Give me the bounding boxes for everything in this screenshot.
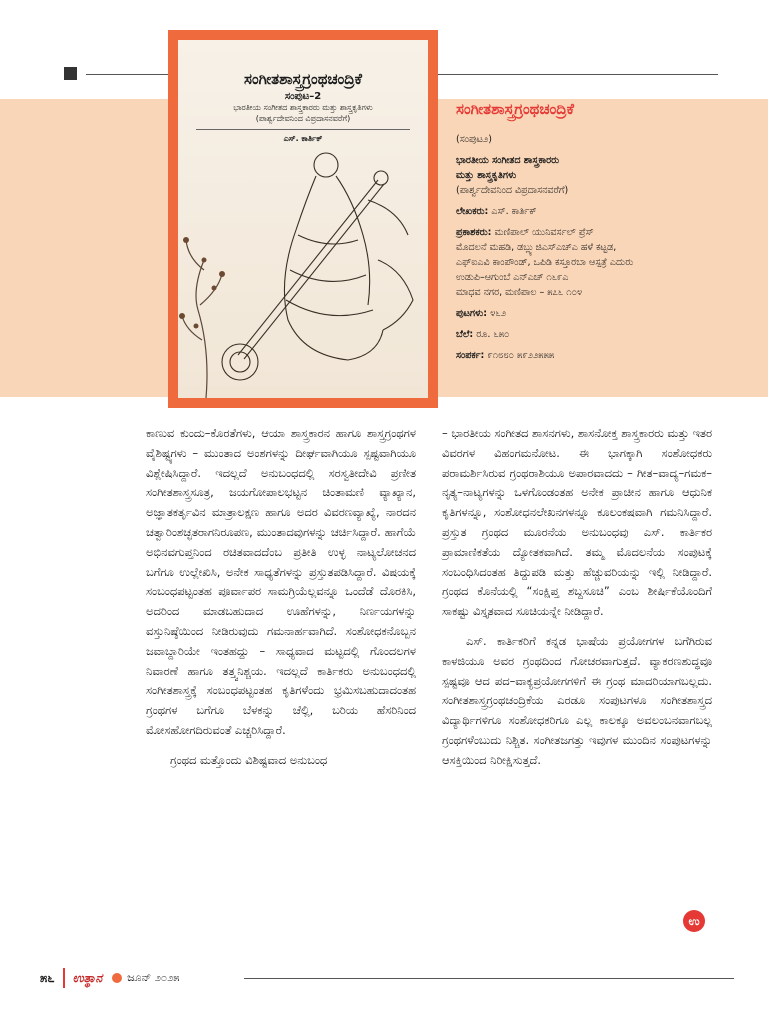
info-title: ಸಂಗೀತಶಾಸ್ತ್ರಗ್ರಂಥಚಂದ್ರಿಕೆ	[456, 100, 574, 118]
info-contact-row	[456, 348, 756, 363]
article-column-left	[146, 424, 416, 781]
footer-divider	[63, 968, 65, 988]
cover-separator	[196, 129, 410, 130]
book-cover	[178, 40, 428, 398]
veena-player-illustration	[178, 140, 428, 398]
info-author: ಎಸ್. ಕಾರ್ತಿಕ್	[491, 206, 537, 217]
book-info-panel	[456, 100, 756, 363]
info-publisher-line4: ಉಡುಪಿ–ಆಗುಂಬೆ ಎನ್‌ಎಚ್ ೧೬೯ಎ	[456, 272, 569, 283]
info-price-label: ಬೆಲೆ:	[456, 329, 474, 340]
article-column-right	[442, 424, 712, 781]
info-publisher-row	[456, 225, 756, 240]
magazine-name: ಉತ್ಥಾನ	[72, 970, 103, 985]
section-square-marker	[64, 67, 77, 80]
info-publisher-line1: ಮಣಿಪಾಲ್ ಯುನಿವರ್ಸಲ್ ಪ್ರೆಸ್	[494, 227, 594, 238]
cover-volume: ಸಂಪುಟ–2	[284, 91, 322, 102]
info-publisher-line2: ಮೊದಲನೆ ಮಹಡಿ, ಡಬ್ಲ್ಯುಜಿಎಸ್‌ಎಚ್‌ಎ ಹಳೆ ಕಟ್ಟಡ,	[456, 242, 617, 253]
info-subtitle-line1: ಭಾರತೀಯ ಸಂಗೀತದ ಶಾಸ್ತ್ರಕಾರರು	[456, 155, 560, 166]
left-paragraph-1: ಕಾಣುವ ಕುಂದು–ಕೊರತೆಗಳು, ಆಯಾ ಶಾಸ್ತ್ರಕಾರನ ಹಾಗೂ ಶಾಸ್ತ್ರಗ್ರಂಥಗಳ ವೈಶಿಷ್ಟ್ಯಗಳು – ಮುಂತಾದ ಅಂಶಗಳನ್ನು ದೀರ್ಘವಾಗಿಯೂ ಸ್ಪಷ್ಟವಾಗಿಯೂ ವಿಶ್ಲೇಷಿಸಿದ್ದಾರೆ. ಇದಲ್ಲದೆ ಅನುಬಂಧದಲ್ಲಿ ಸರಸ್ವತೀದೇವಿ ಪ್ರಣೀತ ಸಂಗೀತಶಾಸ್ತ್ರಸೂತ್ರ, ಜಯಗೋಪಾಲಭಟ್ಟನ ಚಿಂತಾಮಣಿ ವ್ಯಾಖ್ಯಾನ, ಅಜ್ಞಾತಕರ್ತೃವಿನ ಮಾತ್ರಾಲಕ್ಷಣ ಹಾಗೂ ಅದರ ವಿವರಣವ್ಯಾಖ್ಯೆ, ನಾರದನ ಚತ್ವಾರಿಂಶಚ್ಛತರಾಗನಿರೂಪಣ, ಮುಂತಾದವುಗಳನ್ನು ಚರ್ಚಿಸಿದ್ದಾರೆ. ಹಾಗೆಯೆ ಅಭಿನವಗುಪ್ತನಿಂದ ರಚಿತವಾದದೆಂಬ ಪ್ರತೀತಿ ಉಳ್ಳ ನಾಟ್ಯಲೋಚನದ ಬಗೆಗೂ ಉಲ್ಲೇಖಿಸಿ, ಅನೇಕ ಸಾಧ್ಯತೆಗಳನ್ನು ಪ್ರಸ್ತುತಪಡಿಸಿದ್ದಾರೆ. ವಿಷಯಕ್ಕೆ ಸಂಬಂಧಪಟ್ಟಂತಹ ಪೂರ್ವಾಪರ ಸಾಮಗ್ರಿಯೆಲ್ಲವನ್ನೂ ಒಂದೆಡೆ ದೊರಕಿಸಿ, ಅದರಿಂದ ಮಾಡಬಹುದಾದ ಊಹೆಗಳನ್ನು, ನಿರ್ಣಯಗಳನ್ನು ವಸ್ತುನಿಷ್ಠೆಯಿಂದ ನೀಡಿರುವುದು ಗಮನಾರ್ಹವಾಗಿದೆ. ಸಂಶೋಧಕನೊಬ್ಬನ ಜವಾಬ್ದಾರಿಯೇ ಇಂತಹದ್ದು – ಸಾಧ್ಯವಾದ ಮಟ್ಟದಲ್ಲಿ ಗೊಂದಲಗಳ ನಿವಾರಣೆ ಹಾಗೂ ತತ್ತ್ವನಿಶ್ಚಯ. ಇದಲ್ಲದೆ ಕಾರ್ತಿಕರು ಅನುಬಂಧದಲ್ಲಿ ಸಂಗೀತಶಾಸ್ತ್ರಕ್ಕೆ ಸಂಬಂಧಪಟ್ಟಂತಹ ಕೃತಿಗಳೆಂದು ಭ್ರಮಿಸಬಹುದಾದಂತಹ ಗ್ರಂಥಗಳ ಬಗೆಗೂ ಬೆಳಕನ್ನು ಚೆಲ್ಲಿ, ಬರಿಯ ಹೆಸರಿನಿಂದ ಮೋಸಹೋಗದಿರುವಂತೆ ಎಚ್ಚರಿಸಿದ್ದಾರೆ.	[146, 426, 416, 737]
info-publisher-label: ಪ್ರಕಾಶಕರು:	[456, 227, 492, 238]
info-author-row	[456, 204, 756, 219]
left-paragraph-2: ಗ್ರಂಥದ ಮತ್ತೊಂದು ವಿಶಿಷ್ಟವಾದ ಅನುಬಂಧ	[170, 752, 328, 767]
cover-author: ಎಸ್. ಕಾರ್ತಿಕ್	[283, 134, 323, 143]
info-pages-label: ಪುಟಗಳು:	[456, 308, 488, 319]
cover-subtitle-line1: ಭಾರತೀಯ ಸಂಗೀತದ ಶಾಸ್ತ್ರಕಾರರು ಮತ್ತು ಶಾಸ್ತ್ರಕೃತಿಗಳು	[233, 103, 373, 112]
issue-date: ಜೂನ್ ೨೦೨೫	[127, 971, 180, 984]
info-volume: (ಸಂಪುಟ೨)	[456, 134, 492, 145]
info-pages: ೪೬೨	[490, 308, 507, 319]
footer-rule	[244, 978, 734, 979]
cover-title: ಸಂಗೀತಶಾಸ್ತ್ರಗ್ರಂಥಚಂದ್ರಿಕೆ	[244, 70, 362, 88]
footer-dot-icon	[112, 973, 122, 983]
info-author-label: ಲೇಖಕರು:	[456, 206, 489, 217]
right-paragraph-2: ಎಸ್. ಕಾರ್ತಿಕರಿಗೆ ಕನ್ನಡ ಭಾಷೆಯ ಪ್ರಯೋಗಗಳ ಬಗೆಗಿರುವ ಕಾಳಜಿಯೂ ಅವರ ಗ್ರಂಥದಿಂದ ಗೋಚರವಾಗುತ್ತದೆ. ವ್ಯಾಕರಣಶುದ್ಧವೂ ಸ್ಪಷ್ಟವೂ ಆದ ಪದ–ವಾಕ್ಯಪ್ರಯೋಗಗಳಿಗೆ ಈ ಗ್ರಂಥ ಮಾದರಿಯಾಗಬಲ್ಲದು. ಸಂಗೀತಶಾಸ್ತ್ರಗ್ರಂಥಚಂದ್ರಿಕೆಯ ಎರಡೂ ಸಂಪುಟಗಳೂ ಸಂಗೀತಶಾಸ್ತ್ರದ ವಿದ್ಯಾರ್ಥಿಗಳಿಗೂ ಸಂಶೋಧಕರಿಗೂ ಎಲ್ಲ ಕಾಲಕ್ಕೂ ಅವಲಂಬನವಾಗಬಲ್ಲ ಗ್ರಂಥಗಳೆಂಬುದು ನಿಶ್ಚಿತ. ಸಂಗೀತಜಗತ್ತು ಇವುಗಳ ಮುಂದಿನ ಸಂಪುಟಗಳನ್ನು ಆಸಕ್ತಿಯಿಂದ ನಿರೀಕ್ಷಿಸುತ್ತದೆ.	[442, 633, 712, 767]
info-subtitle-line2: ಮತ್ತು ಶಾಸ್ತ್ರಕೃತಿಗಳು	[456, 170, 517, 181]
cover-subtitle-line2: (ಪಾರ್ಶ್ವದೇವನಿಂದ ವಿಪ್ರದಾಸನವರೆಗೆ)	[255, 114, 351, 123]
info-contact: ೯೧೮೮೦ ೫೯೨೨೫೫೫	[487, 350, 555, 361]
info-publisher-line5: ಮಾಧವ ನಗರ, ಮಣಿಪಾಲ – ೫೭೬ ೧೦೪	[456, 287, 583, 298]
info-price-row	[456, 327, 756, 342]
info-subtitle-line3: (ಪಾರ್ಶ್ವದೇವನಿಂದ ವಿಪ್ರದಾಸನವರೆಗೆ)	[456, 185, 569, 196]
book-cover-frame	[168, 30, 438, 408]
info-price: ರೂ. ೬೫೦	[476, 329, 510, 340]
info-contact-label: ಸಂಪರ್ಕ:	[456, 350, 485, 361]
page-footer	[40, 967, 179, 989]
article-end-mark-icon: ಉ	[683, 910, 705, 932]
page-number: ೫೬	[40, 970, 55, 986]
right-paragraph-1: – ಭಾರತೀಯ ಸಂಗೀತದ ಶಾಸನಗಳು, ಶಾಸನೋಕ್ತ ಶಾಸ್ತ್ರಕಾರರು ಮತ್ತು ಇತರ ವಿವರಗಳ ವಿಹಂಗಮನೋಟ. ಈ ಭಾಗಕ್ಕಾಗಿ ಸಂಶೋಧಕರು ಪರಾಮರ್ಶಿಸಿರುವ ಗ್ರಂಥರಾಶಿಯೂ ಅಪಾರವಾದದು – ಗೀತ–ವಾದ್ಯ–ಗಮಕ–ನೃತ್ಯ–ನಾಟ್ಯಗಳನ್ನು ಒಳಗೊಂಡಂತಹ ಅನೇಕ ಪ್ರಾಚೀನ ಹಾಗೂ ಆಧುನಿಕ ಕೃತಿಗಳನ್ನೂ, ಸಂಶೋಧನಲೇಖನಗಳನ್ನೂ ಕೂಲಂಕಷವಾಗಿ ಗಮನಿಸಿದ್ದಾರೆ. ಪ್ರಸ್ತುತ ಗ್ರಂಥದ ಮೂರನೆಯ ಅನುಬಂಧವು ಎಸ್. ಕಾರ್ತಿಕರ ಪ್ರಾಮಾಣಿಕತೆಯ ದ್ಯೋತಕವಾಗಿದೆ. ತಮ್ಮ ಮೊದಲನೆಯ ಸಂಪುಟಕ್ಕೆ ಸಂಬಂಧಿಸಿದಂತಹ ತಿದ್ದುಪಡಿ ಮತ್ತು ಹೆಚ್ಚುವರಿಯನ್ನು ಇಲ್ಲಿ ನೀಡಿದ್ದಾರೆ. ಗ್ರಂಥದ ಕೊನೆಯಲ್ಲಿ “ಸಂಕ್ಷಿಪ್ತ ಶಬ್ದಸೂಚಿ” ಎಂಬ ಶೀರ್ಷಿಕೆಯೊಂದಿಗೆ ಸಾಕಷ್ಟು ವಿಸ್ತೃತವಾದ ಸೂಚಿಯನ್ನೇ ನೀಡಿದ್ದಾರೆ.	[442, 426, 712, 619]
info-pages-row	[456, 306, 756, 321]
info-publisher-line3: ಎಫ್‌ಐಎವಿ ಕಾಂಪೌಂಡ್, ಒಪಿಡಿ ಕಸ್ತೂರಬಾ ಆಸ್ಪತ್ರೆ ಎದುರು	[456, 257, 634, 268]
